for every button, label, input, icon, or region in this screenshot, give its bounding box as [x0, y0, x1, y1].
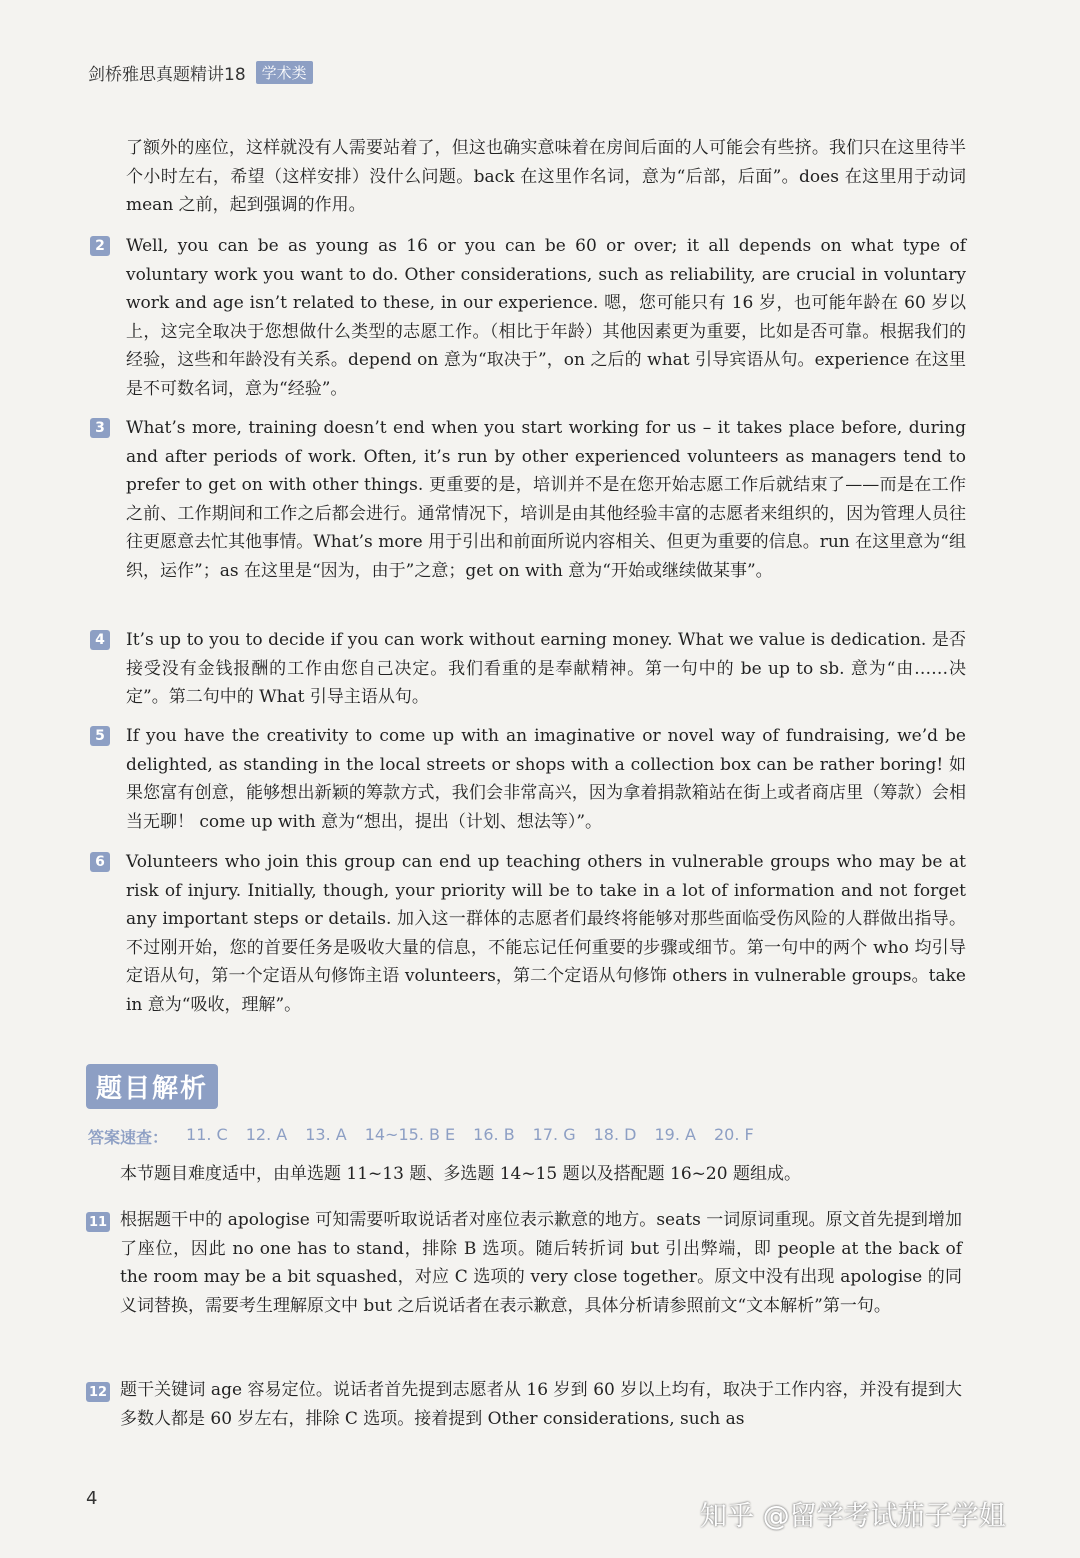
analysis-12: 题干关键词 age 容易定位。说话者首先提到志愿者从 16 岁到 60 岁以上均有，取决于工作内容，并没有提到大多数人都是 60 岁左右，排除 C 选项。接着提到 Other considerations, such as: [120, 1380, 962, 1429]
paragraph-number-badge: 3: [90, 418, 110, 438]
paragraph-5: If you have the creativity to come up with an imaginative or novel way of fundraising, we’d be delighted, as standing in the local streets or shops with a collection box can be rather boring! 如果您富有创意，能够想出新颖的筹款方式，我们会非常高兴，因为拿着捐款箱站在街上或者商店里（筹款）会相当无聊！ come up with 意为“想出，提出（计划、想法等）”。: [126, 726, 966, 832]
book-title: 剑桥雅思真题精讲18: [88, 65, 246, 85]
question-number-badge: 12: [86, 1382, 110, 1402]
running-header: [88, 60, 313, 85]
paragraph-continuation: 了额外的座位，这样就没有人需要站着了，但这也确实意味着在房间后面的人可能会有些挤。我们只在这里待半个小时左右，希望（这样安排）没什么问题。back 在这里作名词，意为“后部，后面”。does 在这里用于动词 mean 之前，起到强调的作用。: [126, 138, 966, 215]
answer-item: 19. A: [654, 1125, 696, 1144]
paragraph-4: It’s up to you to decide if you can work without earning money. What we value is dedication. 是否接受没有金钱报酬的工作由您自己决定。我们看重的是奉献精神。第一句中的 be up to sb. 意为“由……决定”。第二句中的 What 引导主语从句。: [126, 630, 966, 707]
watermark: 知乎 @留学考试茄子学姐: [700, 1501, 1006, 1532]
section-intro: 本节题目难度适中，由单选题 11~13 题、多选题 14~15 题以及搭配题 16~20 题组成。: [120, 1164, 801, 1184]
paragraph-number-badge: 2: [90, 236, 110, 256]
paragraph-2: Well, you can be as young as 16 or you can be 60 or over; it all depends on what type of voluntary work you want to do. Other considerations, such as reliability, are crucial in voluntary work and age isn’t related to these, in our experience. 嗯，您可能只有 16 岁，也可能年龄在 60 岁以上，这完全取决于您想做什么类型的志愿工作。（相比于年龄）其他因素更为重要，比如是否可靠。根据我们的经验，这些和年龄没有关系。depend on 意为“取决于”，on 之后的 what 引导宾语从句。experience 在这里是不可数名词，意为“经验”。: [126, 236, 966, 399]
answer-item: 18. D: [593, 1125, 637, 1144]
category-tag: 学术类: [256, 61, 313, 84]
paragraph-6: Volunteers who join this group can end up teaching others in vulnerable groups who may be at risk of injury. Initially, though, your priority will be to take in a lot of information and not forget any important steps or details. 加入这一群体的志愿者们最终将能够对那些面临受伤风险的人群做出指导。不过刚开始，您的首要任务是吸收大量的信息，不能忘记任何重要的步骤或细节。第一句中的两个 who 均引导定语从句，第一个定语从句修饰主语 volunteers，第二个定语从句修饰 others in vulnerable groups。take in 意为“吸收，理解”。: [126, 852, 966, 1015]
answer-key-row: [88, 1125, 754, 1148]
answer-item: 20. F: [713, 1125, 754, 1144]
section-title: 题目解析: [86, 1064, 218, 1109]
paragraph-3: What’s more, training doesn’t end when you start working for us – it takes place before, during and after periods of work. Often, it’s run by other experienced volunteers as managers tend to prefer to get on with other things. 更重要的是，培训并不是在您开始志愿工作后就结束了——而是在工作之前、工作期间和工作之后都会进行。通常情况下，培训是由其他经验丰富的志愿者来组织的，因为管理人员往往更愿意去忙其他事情。What’s more 用于引出和前面所说内容相关、但更为重要的信息。run 在这里意为“组织，运作”；as 在这里是“因为，由于”之意；get on with 意为“开始或继续做某事”。: [126, 418, 966, 581]
paragraph-number-badge: 6: [90, 852, 110, 872]
paragraph-number-badge: 5: [90, 726, 110, 746]
answer-item: 11. C: [186, 1125, 228, 1144]
analysis-11: 根据题干中的 apologise 可知需要听取说话者对座位表示歉意的地方。seats 一词原词重现。原文首先提到增加了座位，因此 no one has to stand，排除 B 选项。随后转折词 but 引出弊端，即 people at the back of the room may be a bit squashed，对应 C 选项的 very close together。原文中没有出现 apologise 的同义词替换，需要考生理解原文中 but 之后说话者在表示歉意，具体分析请参照前文“文本解析”第一句。: [120, 1210, 962, 1316]
answer-item: 12. A: [245, 1125, 288, 1144]
answer-item: 16. B: [473, 1125, 515, 1144]
page-number: 4: [86, 1488, 98, 1509]
answer-item: 14~15. B E: [364, 1125, 456, 1144]
answer-item: 17. G: [532, 1125, 576, 1144]
answer-key-label: 答案速查：: [88, 1128, 169, 1147]
question-number-badge: 11: [86, 1212, 110, 1232]
answer-item: 13. A: [305, 1125, 347, 1144]
paragraph-number-badge: 4: [90, 630, 110, 650]
